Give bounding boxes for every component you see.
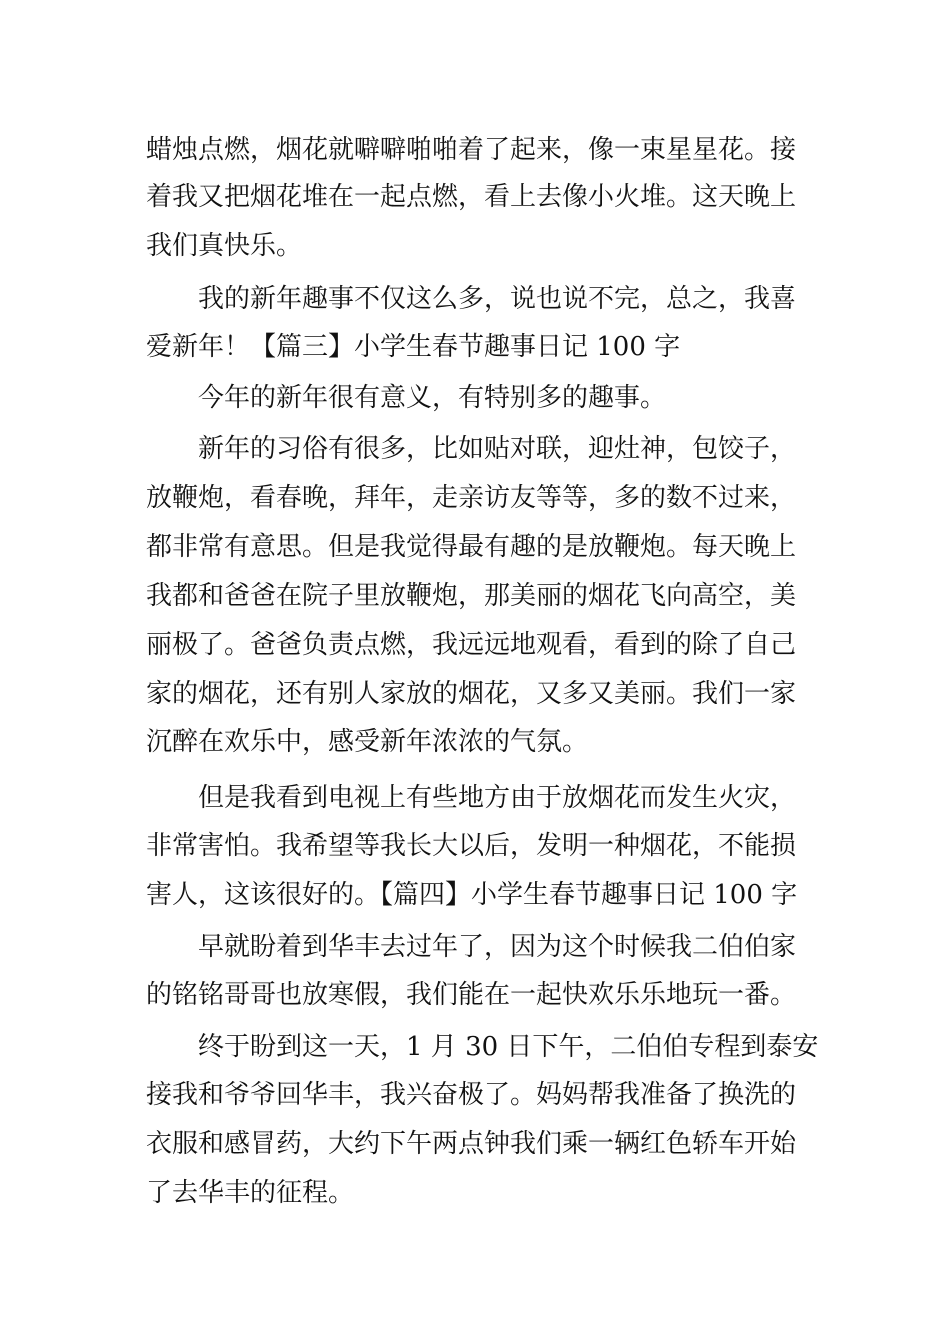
text-line: 着我又把烟花堆在一起点燃，看上去像小火堆。这天晚上 <box>146 182 797 212</box>
text-line: 了去华丰的征程。 <box>146 1178 355 1208</box>
text-line: 爱新年！【篇三】小学生春节趣事日记 100 字 <box>146 332 681 362</box>
paragraph-start-line: 早就盼着到华丰去过年了，因为这个时候我二伯伯家 <box>198 932 797 962</box>
text-line: 我都和爸爸在院子里放鞭炮，那美丽的烟花飞向高空，美 <box>146 581 797 611</box>
paragraph-start-line: 终于盼到这一天，1 月 30 日下午，二伯伯专程到泰安 <box>198 1032 819 1062</box>
text-line: 家的烟花，还有别人家放的烟花，又多又美丽。我们一家 <box>146 679 797 709</box>
text-line: 都非常有意思。但是我觉得最有趣的是放鞭炮。每天晚上 <box>146 532 797 562</box>
text-line: 放鞭炮，看春晚，拜年，走亲访友等等，多的数不过来， <box>146 483 797 513</box>
text-line: 害人，这该很好的。【篇四】小学生春节趣事日记 100 字 <box>146 880 798 910</box>
text-line: 丽极了。爸爸负责点燃，我远远地观看，看到的除了自己 <box>146 630 797 660</box>
paragraph-start-line: 今年的新年很有意义，有特别多的趣事。 <box>198 383 667 413</box>
paragraph-start-line: 但是我看到电视上有些地方由于放烟花而发生火灾， <box>198 783 797 813</box>
text-line: 非常害怕。我希望等我长大以后，发明一种烟花，不能损 <box>146 831 797 861</box>
text-line: 我们真快乐。 <box>146 231 303 261</box>
text-line: 蜡烛点燃，烟花就噼噼啪啪着了起来，像一束星星花。接 <box>146 135 797 165</box>
paragraph-start-line: 我的新年趣事不仅这么多，说也说不完，总之，我喜 <box>198 284 797 314</box>
paragraph-start-line: 新年的习俗有很多，比如贴对联，迎灶神，包饺子， <box>198 434 797 464</box>
text-line: 沉醉在欢乐中，感受新年浓浓的气氛。 <box>146 727 589 757</box>
text-line: 衣服和感冒药，大约下午两点钟我们乘一辆红色轿车开始 <box>146 1129 797 1159</box>
text-line: 的铭铭哥哥也放寒假，我们能在一起快欢乐乐地玩一番。 <box>146 980 797 1010</box>
text-line: 接我和爷爷回华丰，我兴奋极了。妈妈帮我准备了换洗的 <box>146 1080 797 1110</box>
